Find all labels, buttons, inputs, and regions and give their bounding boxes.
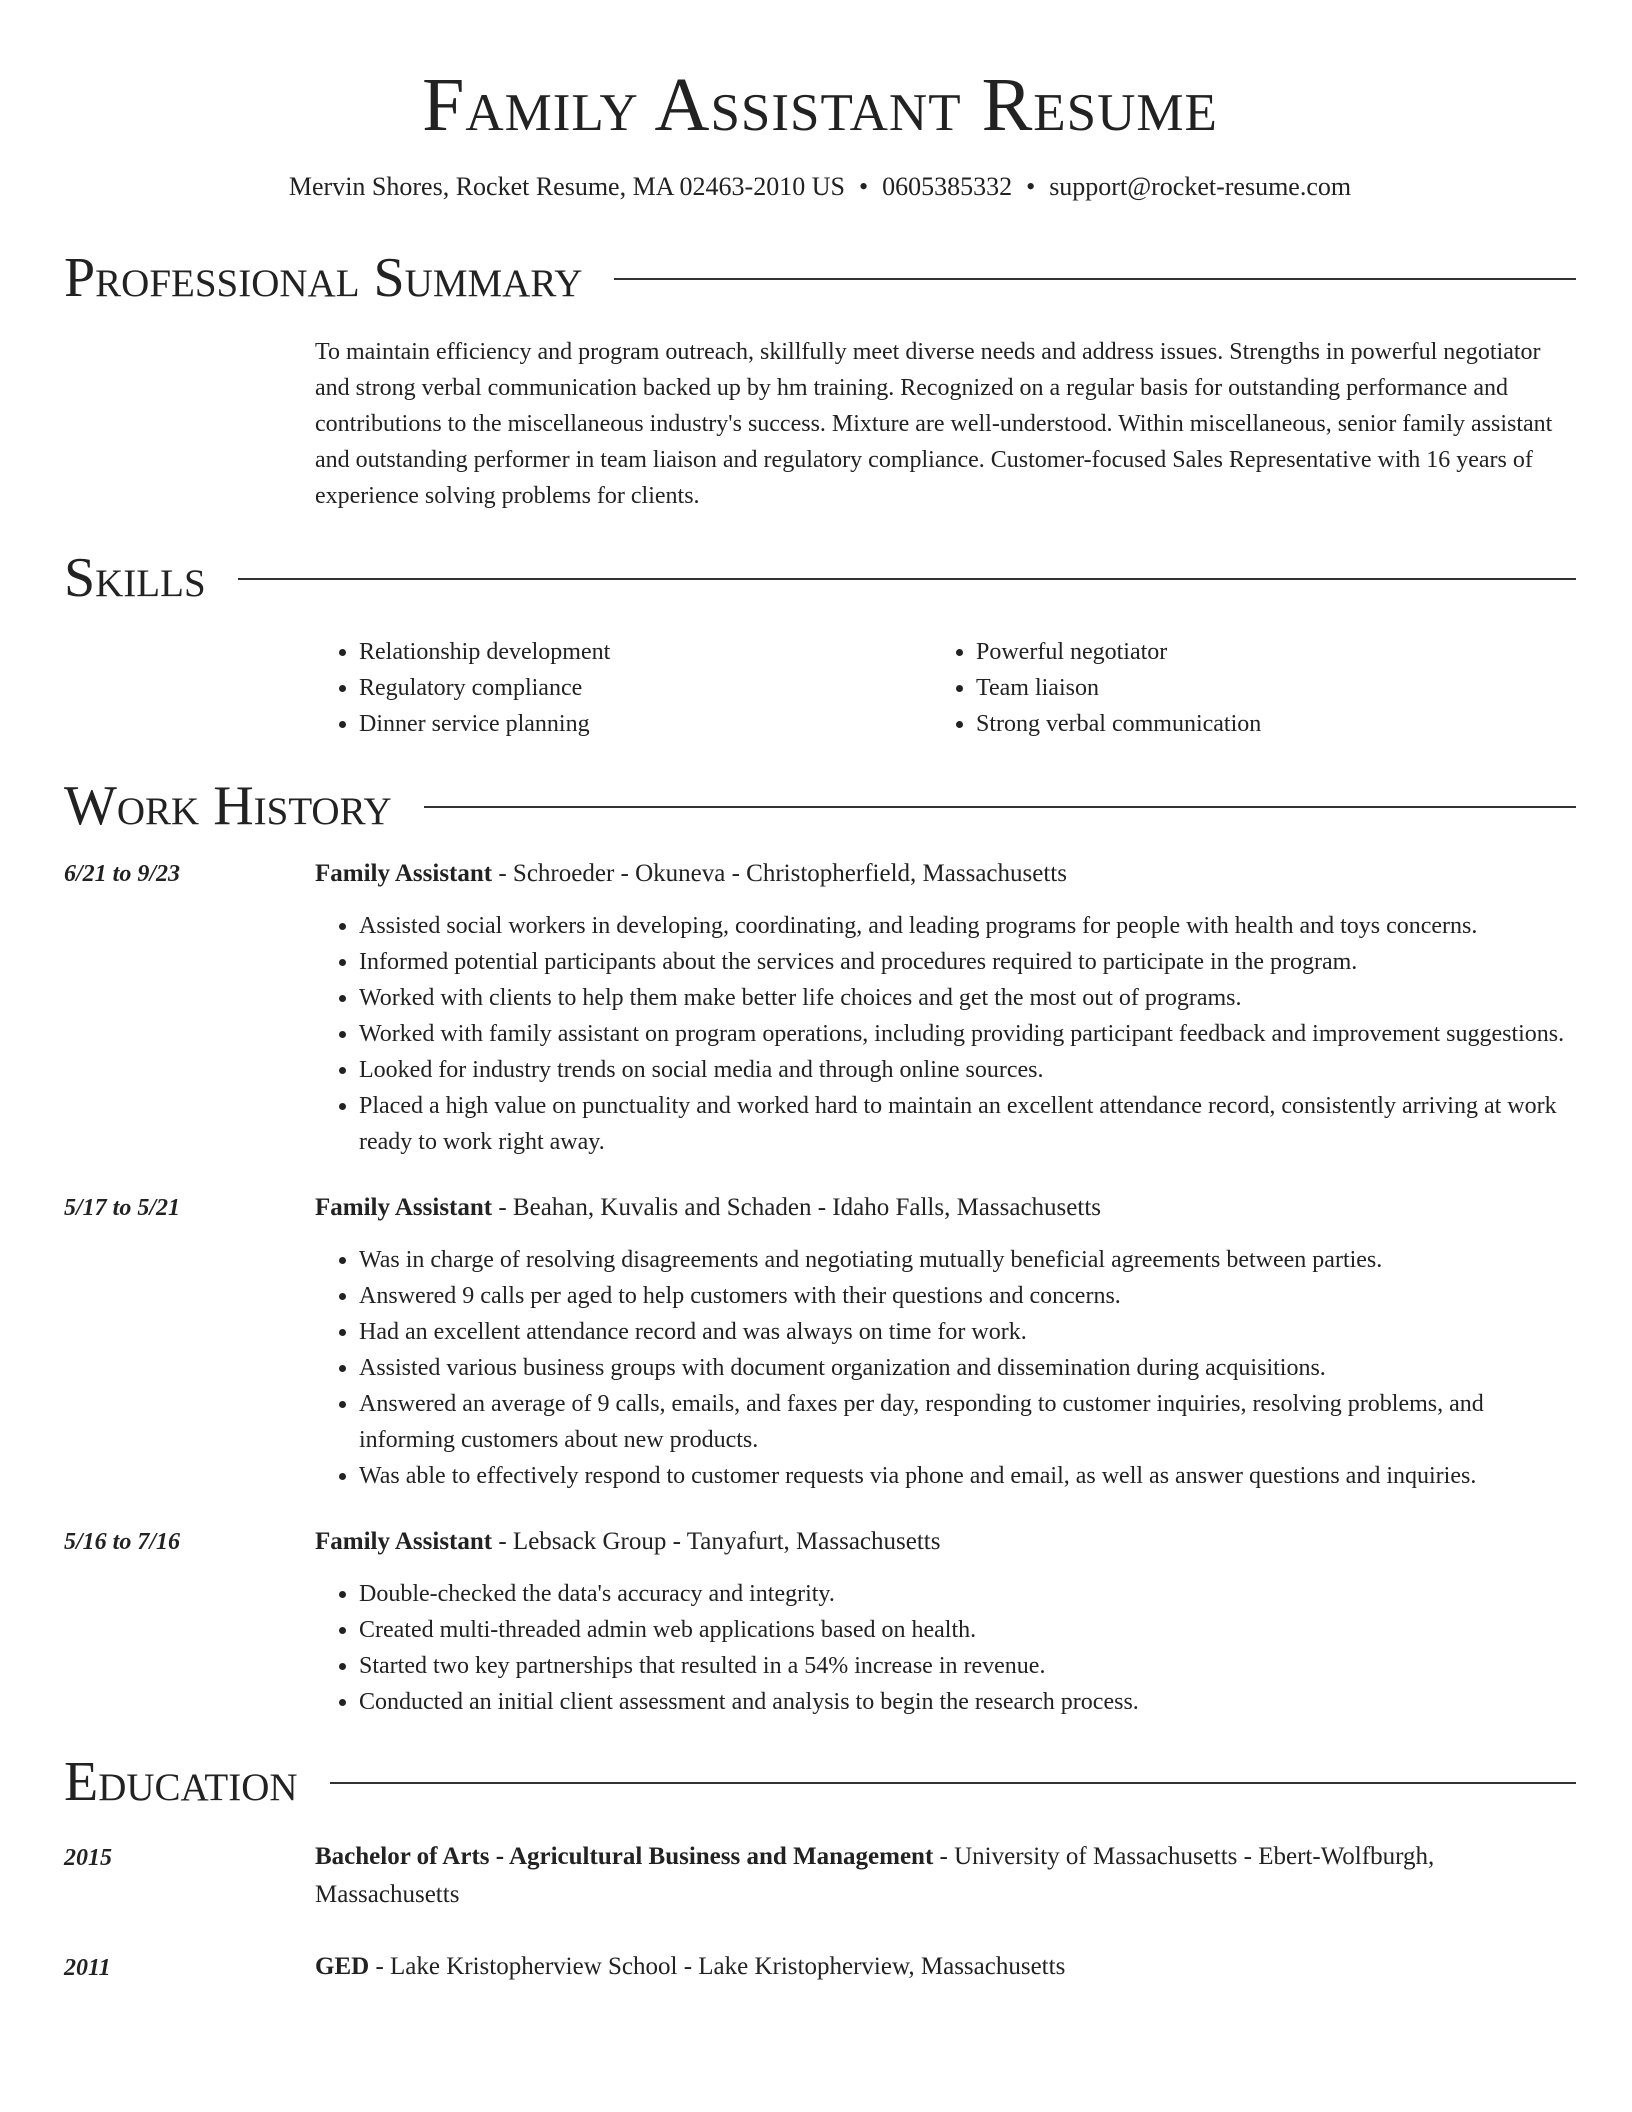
job-role: Family Assistant bbox=[315, 1194, 493, 1221]
section-divider bbox=[424, 806, 1576, 808]
job-title-line bbox=[315, 1188, 1576, 1228]
job-duty: • Was able to effectively respond to customer requests via phone and email, as well as answer questions and inquiries. bbox=[359, 1458, 1576, 1494]
job-duty: • Created multi-threaded admin web applications based on health. bbox=[359, 1612, 1576, 1648]
education-body bbox=[315, 1838, 1576, 1914]
job-employer: - Lebsack Group - Tanyafurt, Massachusetts bbox=[492, 1528, 941, 1555]
education-entry bbox=[64, 1948, 1576, 1988]
job-duty: • Worked with family assistant on program operations, including providing participant feedback and improvement suggestions. bbox=[359, 1016, 1576, 1052]
summary-section-header bbox=[64, 244, 1576, 312]
education-body bbox=[315, 1948, 1576, 1988]
skill-item: • Dinner service planning bbox=[359, 706, 932, 742]
contact-separator: • bbox=[1026, 172, 1036, 201]
skill-item: • Powerful negotiator bbox=[976, 634, 1549, 670]
job-role: Family Assistant bbox=[315, 1528, 493, 1555]
education-degree: GED bbox=[315, 1953, 370, 1980]
contact-separator: • bbox=[858, 172, 869, 201]
job-dates: 5/17 to 5/21 bbox=[64, 1195, 181, 1221]
job-role: Family Assistant bbox=[315, 860, 493, 887]
skills-column-left bbox=[315, 634, 932, 742]
job-dates: 5/16 to 7/16 bbox=[64, 1529, 181, 1555]
skills-column-right bbox=[932, 634, 1549, 742]
job-duty: • Had an excellent attendance record and was always on time for work. bbox=[359, 1314, 1576, 1350]
contact-email[interactable]: support@rocket-resume.com bbox=[1049, 172, 1352, 201]
job-duty: • Answered 9 calls per aged to help customers with their questions and concerns. bbox=[359, 1278, 1576, 1314]
education-school: - Lake Kristopherview School - Lake Kristopherview, Massachusetts bbox=[369, 1953, 1066, 1980]
skills-section-title: Skills bbox=[64, 547, 206, 609]
job-duty: • Started two key partnerships that resulted in a 54% increase in revenue. bbox=[359, 1648, 1576, 1684]
job-duty: • Was in charge of resolving disagreements and negotiating mutually beneficial agreements between parties. bbox=[359, 1242, 1576, 1278]
job-body bbox=[315, 1522, 1576, 1720]
job-duties bbox=[315, 1576, 1576, 1720]
skill-item: • Regulatory compliance bbox=[359, 670, 932, 706]
job-duty: • Placed a high value on punctuality and worked hard to maintain an excellent attendance record, consistently arriving at work ready to work right away. bbox=[359, 1088, 1576, 1160]
job-duties bbox=[315, 1242, 1576, 1494]
skills-section-header bbox=[64, 544, 1576, 612]
skill-item: • Team liaison bbox=[976, 670, 1549, 706]
skills-list bbox=[315, 634, 1576, 742]
resume-page bbox=[64, 0, 1576, 1988]
job-duty: • Looked for industry trends on social media and through online sources. bbox=[359, 1052, 1576, 1088]
job-title-line bbox=[315, 854, 1576, 894]
resume-title: Family Assistant Resume bbox=[422, 63, 1218, 147]
education-entry bbox=[64, 1838, 1576, 1914]
job-duty: • Conducted an initial client assessment and analysis to begin the research process. bbox=[359, 1684, 1576, 1720]
summary-text: To maintain efficiency and program outreach, skillfully meet diverse needs and address issues. Strengths in powerful negotiator and strong verbal communication backed up by hm training. Recognized on a regular basis for outstanding performance and contributions to the miscellaneous industry's success. Mixture are well-understood. Within miscellaneous, senior family assistant and outstanding performer in team liaison and regulatory compliance. Customer-focused Sales Representative with 16 years of experience solving problems for clients. bbox=[315, 339, 1553, 509]
job-duty: • Assisted various business groups with document organization and dissemination during acquisitions. bbox=[359, 1350, 1576, 1386]
education-section-title: Education bbox=[64, 1751, 298, 1813]
education-degree: Bachelor of Arts - Agricultural Business and Management bbox=[315, 1843, 934, 1870]
skill-item: • Relationship development bbox=[359, 634, 932, 670]
job-duty: • Informed potential participants about the services and procedures required to participate in the program. bbox=[359, 944, 1576, 980]
job-duty: • Double-checked the data's accuracy and integrity. bbox=[359, 1576, 1576, 1612]
work-section-header bbox=[64, 772, 1576, 840]
job-title-line bbox=[315, 1522, 1576, 1562]
job-employer: - Schroeder - Okuneva - Christopherfield, Massachusetts bbox=[492, 860, 1067, 887]
work-section-title: Work History bbox=[64, 775, 392, 837]
summary-section-title: Professional Summary bbox=[64, 247, 583, 309]
section-divider bbox=[614, 278, 1576, 280]
education-year: 2011 bbox=[64, 1955, 111, 1981]
contact-address: Mervin Shores, Rocket Resume, MA 02463-2010 US bbox=[288, 172, 845, 201]
job-entry bbox=[64, 1188, 1576, 1494]
education-section-header bbox=[64, 1748, 1576, 1816]
section-divider bbox=[330, 1782, 1576, 1784]
job-entry bbox=[64, 1522, 1576, 1720]
job-duties bbox=[315, 908, 1576, 1160]
section-divider bbox=[238, 578, 1576, 580]
job-duty: • Answered an average of 9 calls, emails, and faxes per day, responding to customer inquiries, resolving problems, and informing customers about new products. bbox=[359, 1386, 1576, 1458]
contact-line bbox=[64, 170, 1576, 204]
contact-phone: 0605385332 bbox=[882, 172, 1013, 201]
job-duty: • Assisted social workers in developing, coordinating, and leading programs for people with health and toys concerns. bbox=[359, 908, 1576, 944]
skill-item: • Strong verbal communication bbox=[976, 706, 1549, 742]
job-employer: - Beahan, Kuvalis and Schaden - Idaho Falls, Massachusetts bbox=[492, 1194, 1101, 1221]
job-duty: • Worked with clients to help them make better life choices and get the most out of programs. bbox=[359, 980, 1576, 1016]
job-entry bbox=[64, 854, 1576, 1160]
job-body bbox=[315, 1188, 1576, 1494]
job-body bbox=[315, 854, 1576, 1160]
job-dates: 6/21 to 9/23 bbox=[64, 861, 181, 887]
education-school: - University of Massachusetts - Ebert-Wolfburgh, Massachusetts bbox=[315, 1843, 1435, 1908]
education-year: 2015 bbox=[64, 1845, 112, 1871]
